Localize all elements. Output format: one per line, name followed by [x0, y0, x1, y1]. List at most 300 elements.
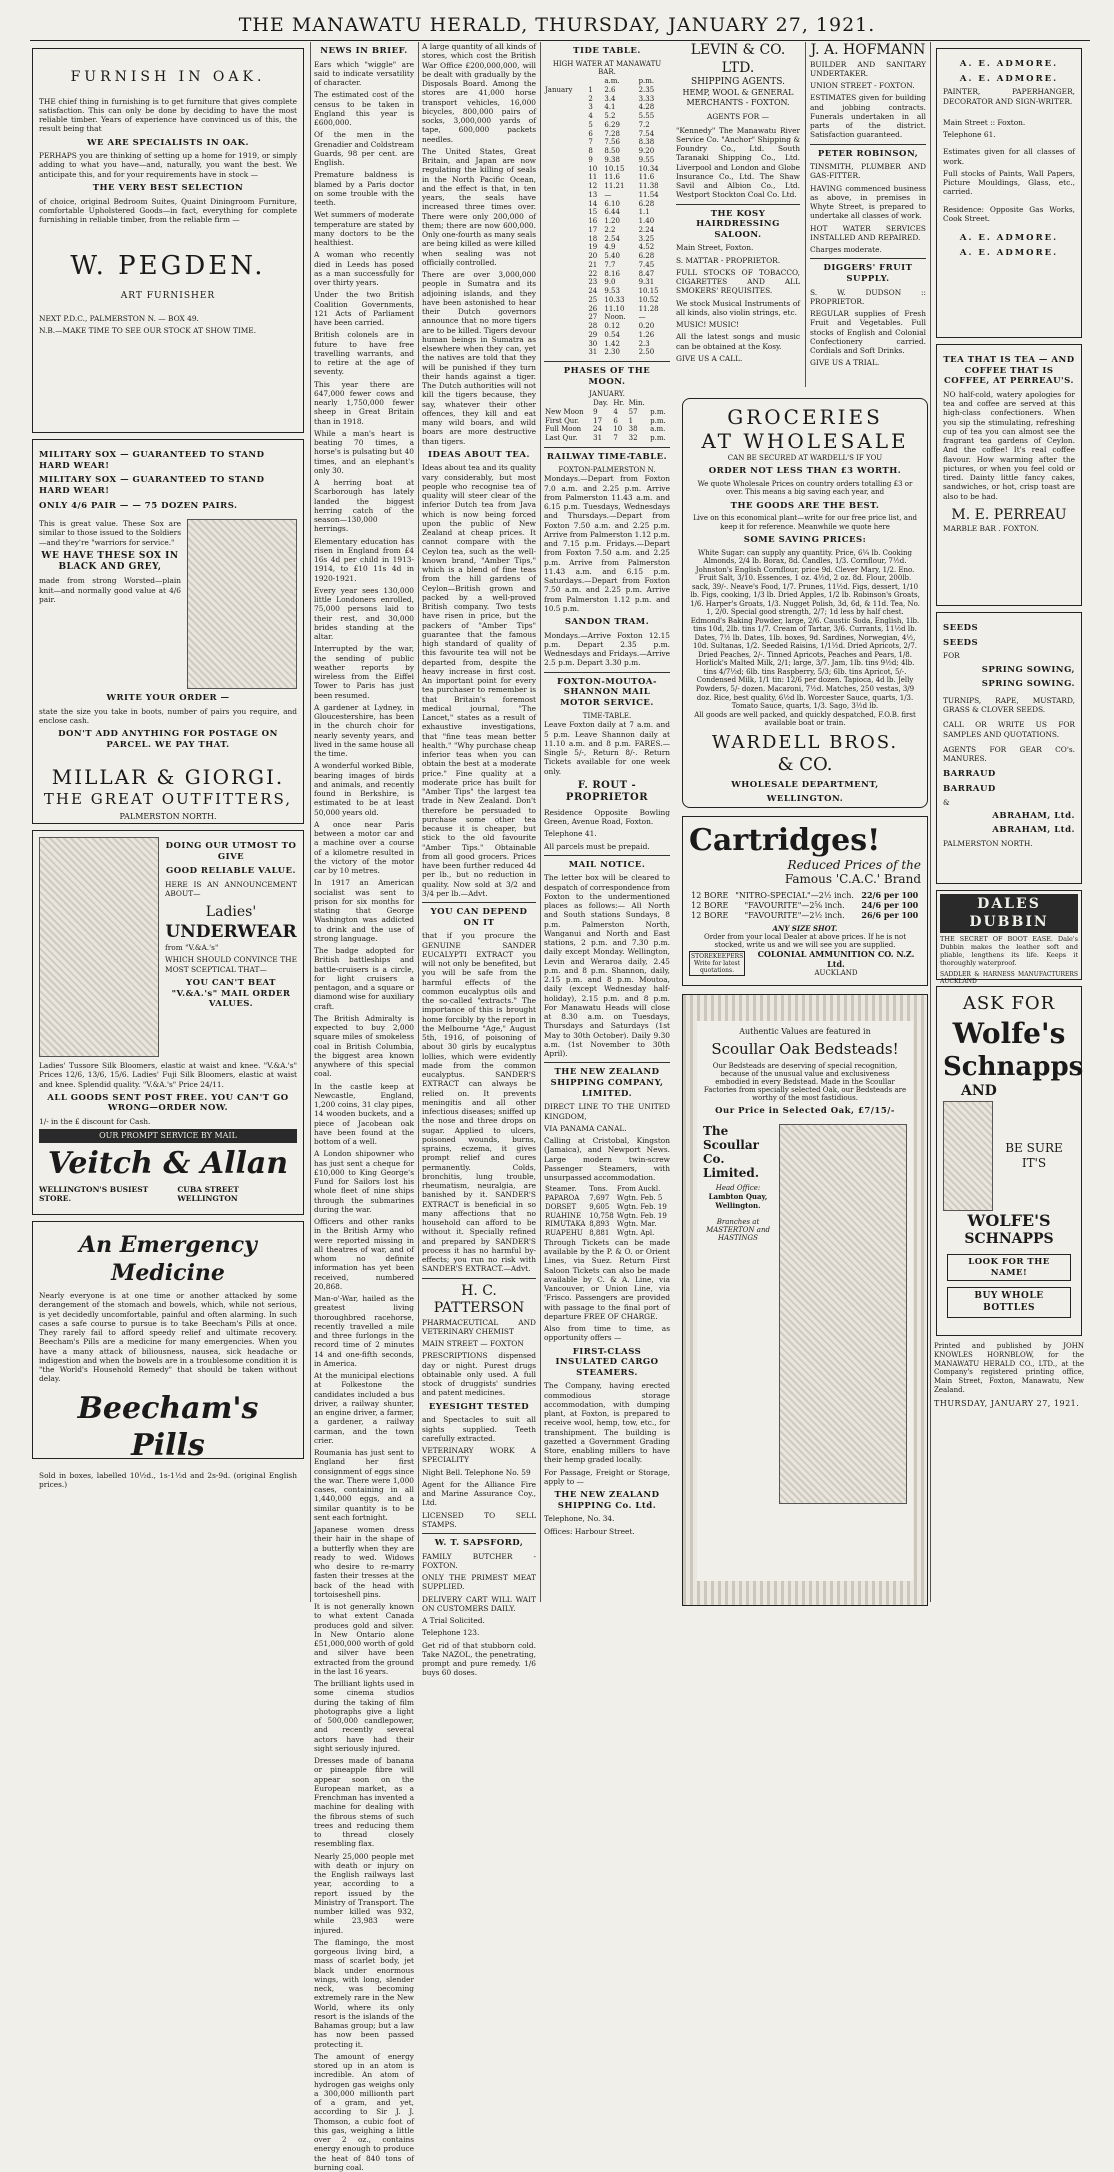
cartridge-row — [689, 890, 921, 900]
abraham-for: FOR — [943, 651, 960, 661]
tide-row — [544, 322, 670, 331]
tide-cell: 2.50 — [638, 348, 655, 357]
tide-month — [544, 313, 587, 322]
imprint-date: THURSDAY, JANUARY 27, 1921. — [934, 1398, 1080, 1408]
tide-cell: 1.40 — [638, 217, 655, 226]
tide-cell: 2.30 — [604, 348, 620, 357]
cartridge-cell: 22/6 per 100 — [861, 890, 919, 900]
kosy-call: GIVE US A CALL. — [676, 353, 743, 363]
dales-maker: SADDLER & HARNESS MANUFACTURERS AUCKLAND — [940, 970, 1078, 985]
shipping-row — [544, 1220, 670, 1229]
shipping-cell: Wgtn. Apl. — [616, 1229, 655, 1237]
shipping-cargo-body: The Company, having erected commodious storage accommodation, with dumping plant, at Foxton, is prepared to receive wool, hemp, tow, etc., for transhipment. The building is gazetted a Government Grading Store, enabling millers to have their hemp graded locally. — [544, 1381, 670, 1465]
tide-cell: 1.1 — [638, 208, 650, 217]
hofmann-addr: UNION STREET - FOXTON. — [810, 81, 915, 90]
news-item: Man-o'-War, hailed as the greatest living thoroughbred racehorse, recently travelled a mile and three furlongs in the record time of 2 minutes 14 and one-fifth seconds, in America. — [314, 1294, 414, 1368]
wardell-quote: We quote Wholesale Prices on country orders totalling £3 or over. This means a big saving each year, and — [697, 479, 913, 497]
tide-cell: 6.28 — [638, 252, 655, 261]
patterson-name: H. C. PATTERSON — [433, 1282, 525, 1317]
pegden-ad — [32, 48, 304, 433]
tide-row — [544, 278, 670, 287]
column-5 — [676, 42, 800, 432]
beecham-title: An Emergency Medicine — [79, 1232, 257, 1286]
tide-cell: 6 — [588, 129, 593, 138]
wardell-sub2: ORDER NOT LESS THAN £3 WORTH. — [708, 466, 902, 477]
column-6 — [810, 42, 926, 387]
tide-cell: 1 — [588, 85, 593, 94]
cartridge-cell: 12 BORE — [691, 910, 729, 920]
tide-cell: 4.9 — [604, 243, 616, 252]
tide-row — [544, 165, 670, 174]
tide-row — [544, 208, 670, 217]
veitch-beat: YOU CAN'T BEAT "V.&A.'s" MAIL ORDER VALUES. — [171, 977, 291, 1010]
tide-month — [544, 191, 587, 200]
moon-cell: 10 — [613, 425, 623, 434]
tide-month — [544, 200, 587, 209]
tide-month — [544, 165, 587, 174]
levin-list: "Kennedy" The Manawatu River Service Co. "Anchor" Shipping & Foundry Co., Ltd. South Taranaki Shipping Co., Ltd. Liverpool and London and Globe Insurance Co., Ltd. The Shaw Savil and Albion Co., Ltd. Westport Stockton Coal Co. Ltd. — [676, 125, 800, 200]
shipping-cell: RIMUTAKA — [545, 1220, 586, 1229]
hofmann-body: ESTIMATES given for building and jobbing contracts. Funerals undertaken in all parts of the district. Satisfaction guaranteed. — [810, 93, 926, 140]
tide-row — [544, 270, 670, 279]
motor-body: Leave Foxton daily at 7 a.m. and 5 p.m. Leave Shannon daily at 11.10 a.m. and 8 p.m. FARES.—Single 5/-, Return 8/-. Return Tickets available for one week only. — [544, 720, 670, 776]
admore-addr: Main Street :: Foxton. — [943, 117, 1026, 127]
kosy-music: We stock Musical Instruments of all kinds, also violin strings, etc. — [676, 298, 800, 317]
tide-cell: 1.42 — [604, 339, 620, 348]
depend-heading: YOU CAN DEPEND ON IT — [430, 907, 528, 928]
news-item: Ears which "wiggle" are said to indicate versatility of character. — [314, 59, 414, 88]
tide-cell: 5.40 — [604, 252, 620, 261]
shipping-cell: RUAPEHU — [545, 1229, 583, 1237]
levin-agents: AGENTS FOR — — [707, 112, 769, 122]
beecham-ad — [32, 1221, 304, 1489]
tide-month — [544, 243, 587, 252]
scoullar-addr: Lambton Quay, Wellington. — [708, 1192, 768, 1210]
admore-name2: A. E. ADMORE. — [959, 73, 1059, 84]
tide-row — [544, 182, 670, 191]
tide-cell: 7.28 — [604, 129, 620, 138]
tide-month — [544, 278, 587, 287]
millar-postage: DON'T ADD ANYTHING FOR POSTAGE ON PARCEL. WE PAY THAT. — [58, 729, 278, 750]
tide-cell: 1.26 — [638, 330, 655, 339]
underwear-illustration — [39, 837, 159, 1057]
cartridges-table — [689, 890, 921, 920]
tide-month — [544, 331, 587, 340]
scoullar-branch: Branches at MASTERTON and HASTINGS — [706, 1218, 770, 1242]
tide-cell: 2.2 — [604, 225, 616, 234]
tide-cell: 10.33 — [604, 295, 625, 304]
levin-trade: HEMP, WOOL & GENERAL MERCHANTS - FOXTON. — [682, 88, 794, 108]
news-item: The amount of energy stored up in an atom is incredible. An atom of hydrogen gas weighs only a 300,000 millionth part of a gram, and yet, according to Sir J. J. Thomson, a cubic foot of this gas, weighing a little over 2 oz., contains energy enough to produce the heat of 840 tons of burning coal. — [314, 2051, 414, 2172]
robinson-body: HAVING commenced business as above, in premises in Whyte Street, is prepared to undertake all classes of work. — [810, 183, 926, 221]
tide-cell: 1.20 — [604, 217, 620, 226]
moon-row — [544, 425, 670, 434]
moon-cell: 38 — [628, 425, 638, 434]
tide-cell: 22 — [588, 269, 598, 278]
abraham-agents: AGENTS FOR GEAR CO's. MANURES. — [943, 744, 1075, 763]
patterson-trade: PHARMACEUTICAL AND VETERINARY CHEMIST — [422, 1317, 536, 1336]
moon-table — [544, 399, 670, 443]
column-divider — [540, 42, 541, 1602]
col3-news-list — [422, 42, 536, 446]
news-item: Officers and other ranks in the British Army who were reported missing in all theatres of war, and of whom no definite information has yet been received, numbered 20,868. — [314, 1217, 414, 1291]
tide-cell: 8.16 — [604, 269, 620, 278]
tide-month — [544, 305, 587, 314]
patterson-rx: PRESCRIPTIONS dispensed day or night. Purest drugs obtainable only used. A full stock of druggists' sundries and patent medicines. — [422, 1351, 536, 1398]
tide-row — [544, 287, 670, 296]
tide-cell: 8.50 — [604, 147, 620, 156]
tide-row — [544, 252, 670, 261]
abraham-a1: ABRAHAM, Ltd. — [992, 810, 1075, 821]
veitch-ad — [32, 830, 304, 1215]
pegden-selection: THE VERY BEST SELECTION — [92, 182, 244, 193]
tide-cell: — — [604, 190, 612, 199]
millar-body: This is great value. These Sox are similar to those issued to the Soldiers—and they're "warriors for service." — [39, 519, 181, 547]
bedstead-illustration — [779, 1124, 907, 1504]
column-divider — [930, 42, 931, 1602]
levin-sub: SHIPPING AGENTS. — [690, 77, 785, 87]
admore-est: Estimates given for all classes of work. — [943, 147, 1075, 166]
tide-cell: 7.56 — [604, 138, 620, 147]
veitch-items: Ladies' Tussore Silk Bloomers, elastic at waist and knee. "V.&A.'s" Prices 12/6, 13/6, 15/6. Ladies' Fuji Silk Bloomers, elastic at waist and knee. Splendid quality. "V.&A.'s" Price 24/11. — [39, 1061, 297, 1089]
tide-month — [544, 287, 587, 296]
admore-foot1: A. E. ADMORE. — [959, 233, 1059, 243]
patterson-eye-body: and Spectacles to suit all sights supplied. Teeth carefully extracted. — [422, 1415, 536, 1443]
wardell-closing: All goods are well packed, and quickly despatched, F.O.B. first available boat or train. — [694, 710, 916, 728]
veitch-service: OUR PROMPT SERVICE BY MAIL — [39, 1129, 297, 1143]
shipping-cell: 8,881 — [589, 1229, 610, 1237]
tide-cell: 3 — [588, 103, 593, 112]
veitch-left: WELLINGTON'S BUSIEST STORE. — [39, 1184, 149, 1204]
moon-cell: Full Moon — [545, 425, 582, 434]
moon-month: JANUARY. — [589, 390, 625, 399]
robinson-charges: Charges moderate. — [810, 245, 882, 255]
shipping-cell: 8,893 — [589, 1220, 610, 1229]
column-3 — [422, 42, 536, 1678]
diggers-call: GIVE US A TRIAL. — [810, 358, 880, 368]
tide-row — [544, 147, 670, 156]
pegden-body: PERHAPS you are thinking of setting up a home for 1919, or simply adding to what you have—and, naturally, you want the best. We anticipate this, and for your requirements have in stock — — [39, 151, 297, 179]
cartridge-cell: "FAVOURITE"—2⅝ inch. — [744, 900, 845, 910]
tide-row — [544, 156, 670, 165]
millar-have: WE HAVE THESE SOX IN BLACK AND GREY, — [41, 550, 179, 573]
abraham-list: TURNIPS, RAPE, MUSTARD, GRASS & CLOVER SEEDS. — [943, 695, 1075, 714]
tide-cell: 27 — [588, 313, 598, 322]
tide-cell: 29 — [588, 330, 598, 339]
moon-cell: 31 — [593, 434, 603, 443]
depend-body: that if you procure the GENUINE SANDER EUCALYPTI EXTRACT you will not only be benefited, but you will be safe from the harmful effects of the common eucalyptus oils and the so-called "extracts." The importance of this is brought home forcibly by the report in the Melbourne "Age," August 5th, 1916, of poisoning of about 30 girls by eucalyptus lollies, which were evidently made from the common eucalyptus. SANDER'S EXTRACT can always be relied on. It prevents meningitis and all other infectious diseases; sniffed up the nose and three drops on sugar. Applied to ulcers, poisoned wounds, burns, sprains, eczema, it gives prompt relief and cures permanently. Colds, bronchitis, lung trouble, rheumatism, neuralgia, are banished by it. SANDER'S EXTRACT is beneficial in so many affections that no household can afford to be without it. Specially refined and prepared by SANDER'S process it has no harmful by-effects; you run no risk with SANDER'S EXTRACT.—Advt. — [422, 931, 536, 1274]
tide-cell: 10.15 — [638, 287, 659, 296]
tide-month — [544, 322, 587, 331]
tide-cell: 6.10 — [604, 199, 620, 208]
wardell-place: WELLINGTON. — [766, 793, 844, 804]
moon-cell: 57 — [628, 407, 638, 416]
tide-cell: 2.35 — [638, 85, 655, 94]
tide-month — [544, 112, 587, 121]
ship-head-steamer: Steamer. — [545, 1185, 577, 1194]
tide-cell: 31 — [588, 348, 598, 357]
moon-cell: 6 — [613, 416, 618, 425]
tide-row — [544, 191, 670, 200]
veitch-intro2: GOOD RELIABLE VALUE. — [166, 866, 296, 877]
wardell-some: SOME SAVING PRICES: — [743, 535, 867, 546]
tide-cell: 23 — [588, 278, 598, 287]
kosy-music2: MUSIC! MUSIC! — [676, 320, 740, 330]
news-item: A London shipowner who has just sent a cheque for £10,000 to King George's Fund for Sailors lost his whole fleet of nine ships through the submarines during the war. — [314, 1149, 414, 1214]
news-item: In the castle keep at Newcastle, England, 1,200 coins, 31 clay pipes, 14 wooden buckets, and a piece of Jacobean oak have been found at the bottom of a well. — [314, 1081, 414, 1147]
cartridges-store: STOREKEEPERS! Write for latest quotations. — [691, 952, 746, 974]
tide-cell: 19 — [588, 243, 598, 252]
column-4 — [544, 42, 670, 1602]
news-item: Of the men in the Grenadier and Coldstream Guards, 98 per cent. are English. — [314, 130, 414, 168]
tram-title: SANDON TRAM. — [564, 617, 650, 627]
news-item: Every year sees 130,000 little Londoners enrolled, 75,000 persons laid to their rest, and 30,000 brides standing at the altar. — [314, 585, 414, 642]
tide-cell: 12 — [588, 182, 598, 191]
abraham-s2: SEEDS — [943, 637, 979, 648]
wardell-title2: AT WHOLESALE — [701, 429, 909, 454]
shipping-row — [544, 1203, 670, 1212]
kosy-songs: All the latest songs and music can be obtained at the Kosy. — [676, 332, 800, 351]
tide-cell: 11.38 — [638, 182, 659, 191]
news-item: British colonels are in future to have free travelling warrants, and to retire at the age of seventy. — [314, 330, 414, 377]
beecham-name: Beecham's Pills — [77, 1390, 259, 1463]
moon-cell: 7 — [613, 434, 618, 443]
tide-cell: 7 — [588, 138, 593, 147]
millar-tag: THE GREAT OUTFITTERS, — [43, 789, 293, 808]
news-item: Japanese women dress their hair in the shape of a butterfly when they are ready to wed. Widows who desire to re-marry fasten their tresses at the back of the head with tortoiseshell pins. — [314, 1525, 414, 1599]
tide-cell: Noon. — [604, 313, 626, 322]
tide-row — [544, 235, 670, 244]
tide-cell: 9.53 — [604, 287, 620, 296]
news-item: At the municipal elections at Folkestone the candidates included a bus driver, a railway shunter, an engine driver, a farmer, a gardener, a railway carman, and the town crier. — [314, 1371, 414, 1445]
scoullar-title: Scoullar Oak Bedsteads! — [711, 1040, 899, 1058]
tide-month — [544, 348, 587, 357]
tide-cell: 15 — [588, 208, 598, 217]
moon-head-min: Min. — [628, 399, 645, 408]
perreau-title: TEA THAT IS TEA — AND COFFEE THAT IS COFFEE, AT PERREAU'S. — [943, 355, 1075, 387]
hofmann-trade: BUILDER AND SANITARY UNDERTAKER. — [810, 59, 926, 78]
cartridges-city: AUCKLAND — [814, 969, 858, 977]
admore-stock: Full stocks of Paints, Wall Papers, Picture Mouldings, Glass, etc., carried. — [943, 168, 1075, 197]
tide-cell: 24 — [588, 287, 598, 296]
robinson-name: PETER ROBINSON, — [817, 148, 919, 159]
shipping-intro: Calling at Cristobal, Kingston (Jamaica), and Newport News. Large modern twin-screw Passenger Steamers, with unsurpassed accommodation. — [544, 1136, 670, 1182]
perreau-ad — [936, 344, 1082, 606]
admore-foot2: A. E. ADMORE. — [959, 247, 1059, 258]
wolfe-schnapps: Schnapps — [943, 1051, 1084, 1082]
pegden-address: NEXT P.D.C., PALMERSTON N. — BOX 49. — [39, 314, 199, 323]
news-item: A large quantity of all kinds of stores, which cost the British War Office £200,000,000, will be dealt with gradually by the Disposals Board. Among the stores are 41,000 horse transport vehicles, 16,000 bicycles, 800,000 pairs of socks, 3,000,000 yards of tape, 600,000 packets needles. — [422, 42, 536, 144]
shipping-cell: 10,758 — [589, 1211, 614, 1220]
sapsford-meat: ONLY THE PRIMEST MEAT SUPPLIED. — [422, 1573, 536, 1592]
moon-cell: 9 — [593, 407, 598, 416]
moon-row — [544, 417, 670, 426]
millar-price: ONLY 4/6 PAIR — — 75 DOZEN PAIRS. — [39, 500, 238, 511]
moon-title: PHASES OF THE MOON. — [563, 366, 651, 387]
moon-cell: 17 — [593, 416, 603, 425]
moon-cell: New Moon — [545, 407, 584, 416]
wardell-prices: White Sugar: can supply any quantity. Price, 6¼ lb. Cooking Almonds, 2/4 lb. Borax, 8d. Candles, 1/3. Cornflour, 7½d. Johnston's English Cornflour, price 9d. Clever Mary, 1/2. Eno. Fruit Salt, 3/10. Essences, 1 oz. 4½d, 2 oz. 8d. Flour, 200lb. sack, 39/-. Neave's Food, 1/7. Prunes, 11½d. Figs, dessert, 1/10 lb. Figs, cooking, 1/3 lb. Dried Apples, 1/2 lb. Robinson's Groats, 1/6. Harper's Groats, 1/3. Nugget Polish, 3d, 6d, & 11d. Tea, No. 1, 2/0. Special good strength, 2/7; 1d less by half chest. Edmond's Baking Powder, large, 2/6. Caustic Soda, English, 1lb. tins 10d, 2lb. tins 1/7. Cream of Tartar, 3/6. Currants, 11½d lb. Dates, 7½ lb. Dates, 1lb. boxes, 9d. Sardines, Norwegian, 4½, 10d. Sultanas, 1/2. Seeded Raisins, 1/1½d. Dried Apricots, 2/7. Dried Peaches, 2/-. Tinned Apricots, Peaches and Pears, 1/8. Horlick's Malted Milk, 2/1; large, 3/7. Jam, 1lb. tins 9½d; 4lb. tins 4/7½d; 6lb. tins Raspberry, 5/3; 6lb. tins Apricot, 5/-. Condensed Milk, 1/1 tin: 12/6 per dozen. Tapioca, 4d lb. Jelly Powders, 5/- dozen. Macaroni, 7½d. Matches, 250 vestas, 3/9 doz. Rice, best quality, 6½d lb. Worcester Sauce, quarts, 1/3. Tomato Sauce, quarts, 1/3. Sago, 3½d lb. — [690, 548, 920, 711]
news-item: It is not generally known to what extent Canada produces gold and silver. In New Ontario alone £51,000,000 worth of gold and silver have been extracted from the ground in the last 16 years. — [314, 1602, 414, 1676]
admore-tel: Telephone 61. — [943, 130, 996, 139]
patterson-night: Night Bell. Telephone No. 59 — [422, 1467, 531, 1477]
tide-month — [544, 252, 587, 261]
masthead: THE MANAWATU HERALD, THURSDAY, JANUARY 27, 1921. — [238, 14, 876, 36]
tide-cell: 9.20 — [638, 147, 655, 156]
column-1 — [30, 42, 306, 1602]
tide-cell: 11.6 — [638, 173, 655, 182]
sapsford-name: W. T. SAPSFORD, — [434, 1538, 524, 1548]
admore-trade: PAINTER, PAPERHANGER, DECORATOR AND SIGN-WRITER. — [943, 87, 1075, 106]
tide-month — [544, 95, 587, 104]
news-item: A once near Paris between a motor car and a machine over a course of a kilometre resulted in the victory of the motor car by 10 metres. — [314, 819, 414, 876]
abraham-amp: & — [943, 797, 950, 807]
news-item: Roumania has just sent to England her first consignment of eggs since the war. There were 1,000 cases, containing in all 1,440,000 eggs, and a similar quantity is to be sent each fortnight. — [314, 1448, 414, 1522]
scoullar-ad — [682, 994, 928, 1606]
column-divider — [418, 42, 419, 1602]
motor-title: FOXTON-MOUTOA-SHANNON MAIL MOTOR SERVICE. — [557, 676, 657, 708]
shipping-cell: 9,605 — [589, 1202, 610, 1211]
tide-cell: 11.54 — [638, 190, 659, 199]
scoullar-price: Our Price in Selected Oak, £7/15/- — [715, 1106, 895, 1116]
tide-row — [544, 112, 670, 121]
tide-cell: 5 — [588, 120, 593, 129]
tram-body: Mondays.—Arrive Foxton 12.15 p.m. Depart 2.35 p.m. Wednesdays and Fridays.—Arrive 2.5 p.m. Depart 3.30 p.m. — [544, 630, 670, 668]
wolfe-label1: WOLFE'S — [967, 1210, 1051, 1230]
news-item: There are over 3,000,000 people in Sumatra and its adjoining islands, and they have been astonished to hear their Dutch governors announce that no more tigers are to be killed. Tigers devour human beings in Sumatra as elsewhere when they can, yet the natives are told that they will be punished if they turn their hands against a tiger. The Dutch authorities will not kill the tigers because, they say, whatever their other offences, they kill and eat many wild boars, and wild boars are more destructive than tigers. — [422, 270, 536, 446]
wolfe-be: BE SURE — [1005, 1140, 1063, 1155]
shipping-office: Offices: Harbour Street. — [544, 1526, 635, 1536]
news-list — [314, 60, 414, 2172]
tide-cell: 18 — [588, 234, 598, 243]
tide-row — [544, 243, 670, 252]
tide-cell: 11.10 — [604, 304, 625, 313]
diggers-prop: S. W. DUDSON :: PROPRIETOR. — [810, 287, 926, 306]
news-item: Dresses made of banana or pineapple fibre will appear soon on the European market, as a Frenchman has invented a machine for dealing with the fibrous stems of such trees and reducing them to thread closely resembling flax. — [314, 1756, 414, 1849]
wolfe-ad — [936, 986, 1082, 1336]
sapsford-delivery: DELIVERY CART WILL WAIT ON CUSTOMERS DAILY. — [422, 1594, 536, 1613]
tide-cell: 0.54 — [604, 330, 620, 339]
tide-cell: 13 — [588, 190, 598, 199]
levin-name: LEVIN & CO. LTD. — [690, 42, 786, 76]
admore-name1: A. E. ADMORE. — [959, 59, 1059, 69]
tide-month — [544, 340, 587, 349]
tide-cell: 26 — [588, 304, 598, 313]
cartridge-cell: 24/6 per 100 — [861, 900, 919, 910]
tide-cell: 11.6 — [604, 173, 620, 182]
tide-month — [544, 138, 587, 147]
wolfe-look: LOOK FOR THE NAME! — [947, 1254, 1071, 1281]
abraham-sp1: SPRING SOWING, — [981, 664, 1075, 675]
sapsford-trade: FAMILY BUTCHER - FOXTON. — [422, 1551, 536, 1570]
tide-title: TIDE TABLE. — [573, 46, 641, 56]
shipping-row — [544, 1229, 670, 1238]
news-item: Premature baldness is blamed by a Paris doctor on some trouble with the teeth. — [314, 170, 414, 208]
cartridges-famous: Famous 'C.A.C.' Brand — [784, 872, 921, 886]
dales-name: DALES DUBBIN — [940, 894, 1078, 933]
millar-name: MILLAR & GIORGI. — [51, 764, 285, 789]
cartridges-order: Order from your local Dealer at above prices. If he is not stocked, write us and we will see you are supplied. — [703, 933, 907, 949]
tide-cell: 9.38 — [604, 155, 620, 164]
news-item: A wonderful worked Bible, bearing images of birds and animals, and recently found in Berkshire, is estimated to be at least 50,000 years old. — [314, 761, 414, 817]
wolfe-ask: ASK FOR — [962, 993, 1056, 1014]
abraham-ad — [936, 612, 1082, 884]
motor-res: Residence Opposite Bowling Green, Avenue Road, Foxton. — [544, 807, 670, 826]
millar-line2: MILITARY SOX — GUARANTEED TO STAND HARD WEAR! — [39, 475, 265, 496]
news-item: The estimated cost of the census to be taken in England this year is £600,000. — [314, 90, 414, 128]
tide-cell: 8.47 — [638, 269, 655, 278]
moon-cell: p.m. — [650, 407, 666, 416]
ship-head-from: From Auckl. — [616, 1185, 661, 1194]
wolfe-name: Wolfe's — [952, 1016, 1066, 1050]
tide-cell: 7.7 — [604, 260, 616, 269]
tide-month — [544, 173, 587, 182]
veitch-right: CUBA STREET WELLINGTON — [177, 1184, 239, 1204]
tide-cell: 7.2 — [638, 120, 650, 129]
imprint: Printed and published by JOHN KNOWLES HORNBLOW, for the MANAWATU HERALD CO., LTD., at the Company's registered printing office, Main Street, Foxton, Manawatu, New Zealand. — [934, 1342, 1084, 1394]
tide-row — [544, 200, 670, 209]
tide-cell: 6.29 — [604, 120, 620, 129]
sapsford-nazol: Get rid of that stubborn cold. Take NAZOL, the penetrating, prompt and pure remedy. 1/6 buys 60 doses. — [422, 1640, 536, 1678]
tide-row — [544, 305, 670, 314]
tide-row — [544, 173, 670, 182]
kosy-title: THE KOSY HAIRDRESSING SALOON. — [696, 208, 780, 240]
kosy-stock: FULL STOCKS OF TOBACCO, CIGARETTES AND ALL SMOKERS' REQUISITES. — [676, 267, 800, 296]
moon-row — [544, 408, 670, 417]
tide-month — [544, 130, 587, 139]
rail-title: RAILWAY TIME-TABLE. — [546, 451, 668, 462]
column-divider — [805, 42, 806, 387]
dales-body: THE SECRET OF BOOT EASE. Dale's Dubbin makes the leather soft and pliable, lengthens its life. Keeps it thoroughly waterproof. — [940, 935, 1078, 968]
dales-ad — [936, 890, 1082, 985]
tide-cell: 6.44 — [604, 208, 620, 217]
tide-cell: 2.3 — [638, 339, 650, 348]
shipping-via: VIA PANAMA CANAL. — [544, 1123, 627, 1133]
shipping-row — [544, 1212, 670, 1221]
column-divider — [310, 42, 311, 1602]
tide-cell: 2.24 — [638, 225, 655, 234]
diggers-title: DIGGERS' FRUIT SUPPLY. — [823, 263, 913, 284]
wolfe-label2: SCHNAPPS — [964, 1230, 1054, 1247]
scoullar-firm: The Scoullar Co. Limited. — [703, 1124, 759, 1180]
diggers-body: REGULAR supplies of Fresh Fruit and Vegetables. Full stocks of English and Colonial Confectionery carried. Cordials and Soft Drinks. — [810, 309, 926, 356]
abraham-b1: BARRAUD — [943, 769, 996, 780]
kosy-prop: S. MATTAR - PROPRIETOR. — [676, 255, 781, 265]
tide-cell: 28 — [588, 322, 598, 331]
admore-ad — [936, 48, 1082, 338]
motor-name: F. ROUT - PROPRIETOR — [565, 779, 649, 804]
millar-ad — [32, 439, 304, 824]
cartridge-cell: 12 BORE — [691, 890, 729, 900]
tide-cell: 11.28 — [638, 304, 659, 313]
tide-cell: 30 — [588, 339, 598, 348]
shipping-apply-name: THE NEW ZEALAND SHIPPING Co. Ltd. — [554, 1490, 660, 1511]
column-7 — [934, 42, 1084, 1602]
news-item: The brilliant lights used in some cinema studios during the taking of film photographs give a light of 500,000 candlepower, and recently several actors have had their sight seriously injured. — [314, 1679, 414, 1753]
cartridges-ad — [682, 816, 928, 986]
shipping-direct: DIRECT LINE TO THE UNITED KINGDOM, — [544, 1102, 670, 1121]
tide-month: January — [545, 85, 573, 94]
tide-cell: 10.52 — [638, 295, 659, 304]
veitch-intro1: DOING OUR UTMOST TO GIVE — [165, 841, 297, 862]
tide-cell: 11 — [588, 173, 598, 182]
motor-parcels: All parcels must be prepaid. — [544, 841, 650, 851]
tide-month — [544, 261, 587, 270]
tide-cell: 7.45 — [638, 260, 655, 269]
news-item: Wet summers of moderate temperature are stated by many doctors to be the healthiest. — [314, 210, 414, 248]
tea-heading: IDEAS ABOUT TEA. — [428, 449, 530, 460]
tide-cell: 16 — [588, 217, 598, 226]
